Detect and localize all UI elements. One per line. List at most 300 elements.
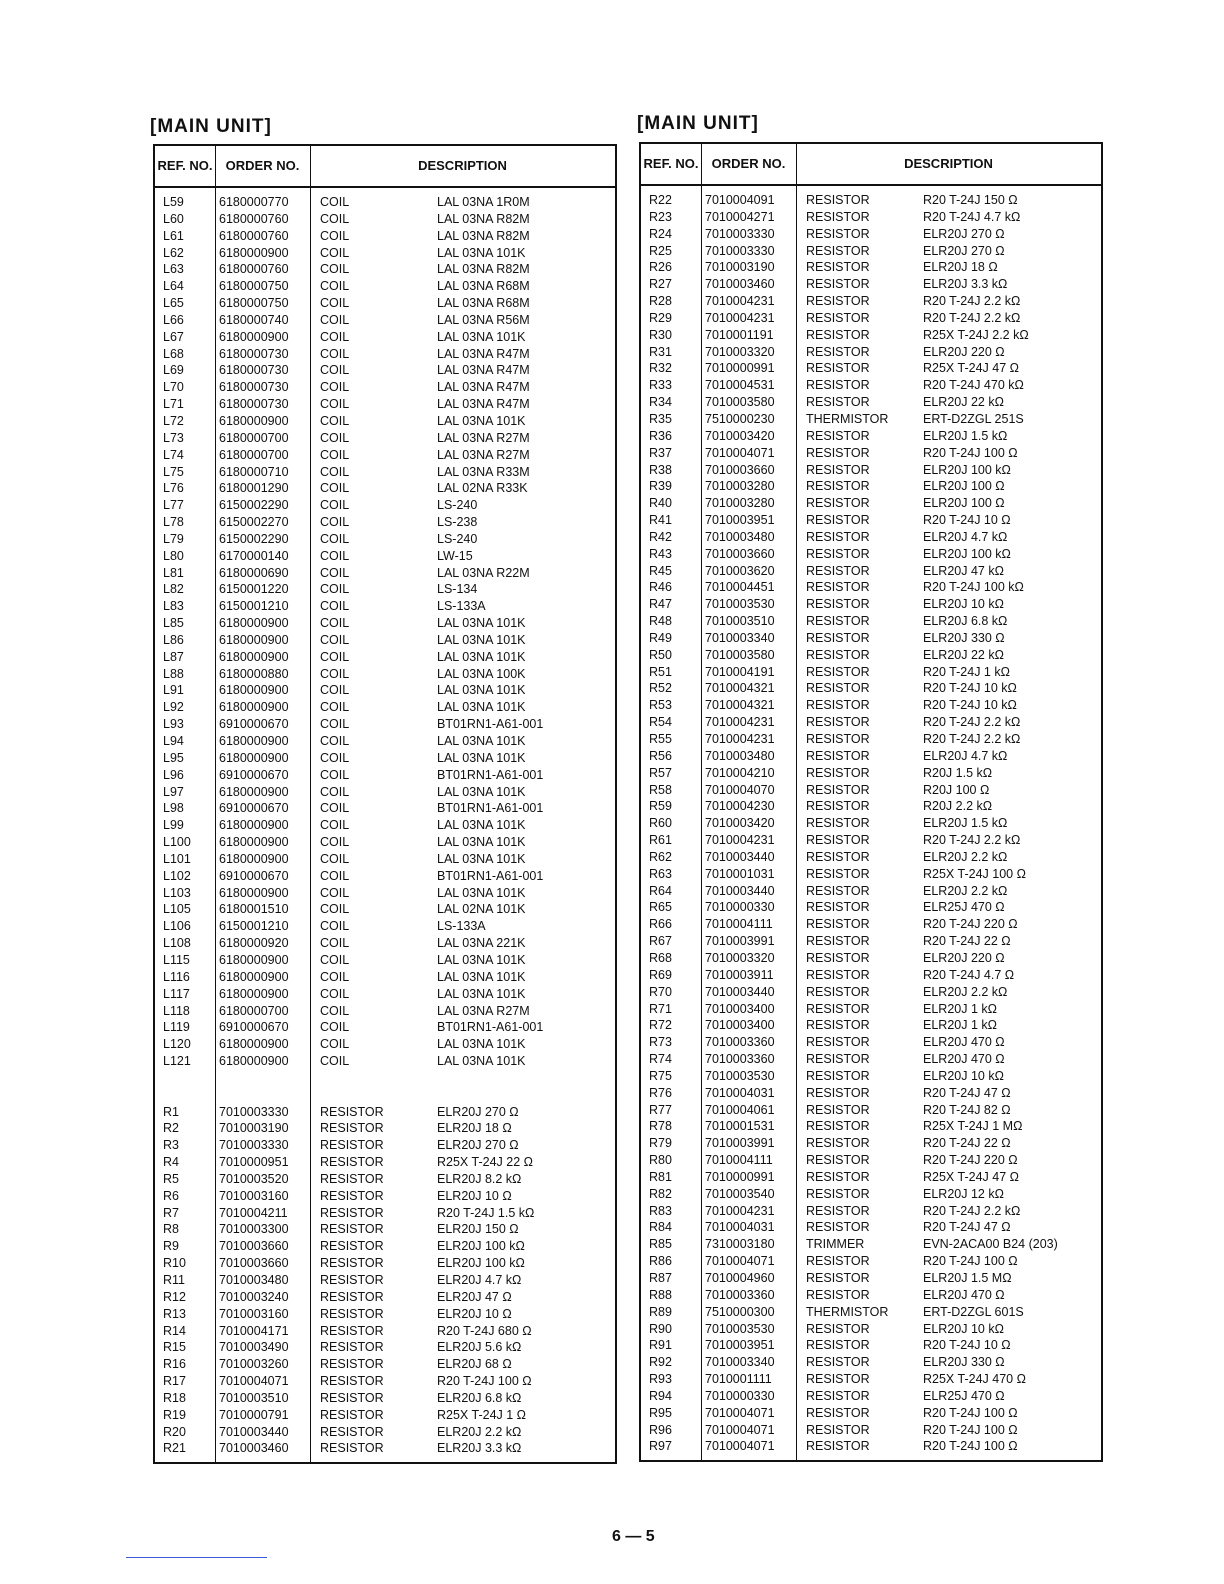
description-cell: R20 T-24J 4.7 Ω [923,967,1015,982]
part-type-cell: RESISTOR [806,1372,870,1387]
order-no-cell: 6180000700 [219,447,289,462]
table-row [641,394,1101,411]
ref-cell: R90 [649,1321,672,1336]
header-description: DESCRIPTION [418,158,507,173]
table-row [155,1154,615,1171]
ref-cell: L77 [163,498,184,513]
description-cell: LW-15 [437,548,473,563]
part-type-cell: RESISTOR [806,327,870,342]
description-cell: R25X T-24J 22 Ω [437,1155,533,1170]
ref-cell: R93 [649,1372,672,1387]
description-cell: LAL 03NA 101K [437,835,526,850]
ref-cell: R45 [649,563,672,578]
part-type-cell: RESISTOR [806,310,870,325]
order-no-cell: 7010004070 [705,782,775,797]
table-row [641,1304,1101,1321]
description-cell: ELR20J 220 Ω [923,950,1005,965]
ref-cell: R47 [649,597,672,612]
order-no-cell: 6180000710 [219,464,289,479]
table-row [155,666,615,683]
part-type-cell: RESISTOR [806,664,870,679]
ref-cell: L116 [163,969,190,984]
table-row [155,312,615,329]
description-cell: ELR20J 100 Ω [923,496,1005,511]
table-row [155,1104,615,1121]
ref-cell: R31 [649,344,672,359]
part-type-cell: COIL [320,801,350,816]
order-no-cell: 7010004321 [705,698,775,713]
order-no-cell: 7010003280 [705,479,775,494]
description-cell: ELR20J 10 kΩ [923,1321,1004,1336]
part-type-cell: RESISTOR [806,715,870,730]
table-row [155,851,615,868]
blank-row [155,1087,615,1104]
table-row [155,834,615,851]
table-row [155,194,615,211]
table-row [641,1034,1101,1051]
table-row [155,261,615,278]
ref-cell: L68 [163,346,184,361]
order-no-cell: 7010004271 [705,209,775,224]
order-no-cell: 6180000900 [219,885,289,900]
order-no-cell: 6150002290 [219,531,289,546]
ref-cell: R33 [649,378,672,393]
ref-cell: L65 [163,296,184,311]
part-type-cell: RESISTOR [806,765,870,780]
order-no-cell: 6180001290 [219,481,289,496]
description-cell: LAL 03NA R56M [437,312,530,327]
part-type-cell: RESISTOR [806,917,870,932]
order-no-cell: 6180000900 [219,1054,289,1069]
order-no-cell: 6180000760 [219,211,289,226]
description-cell: ELR20J 3.3 kΩ [437,1441,522,1456]
ref-cell: R21 [163,1441,186,1456]
order-no-cell: 6150001220 [219,582,289,597]
table-row [155,1238,615,1255]
header-ref-no: REF. NO. [643,156,699,171]
description-cell: R20J 2.2 kΩ [923,799,993,814]
ref-cell: L85 [163,616,184,631]
description-cell: ELR20J 1.5 kΩ [923,816,1008,831]
order-no-cell: 7010003280 [705,496,775,511]
order-no-cell: 7010004031 [705,1220,775,1235]
ref-cell: R57 [649,765,672,780]
ref-cell: L72 [163,413,184,428]
table-rows [641,192,1101,1455]
order-no-cell: 7010004321 [705,681,775,696]
description-cell: LAL 03NA 101K [437,986,526,1001]
table-row [155,396,615,413]
part-type-cell: COIL [320,531,350,546]
part-type-cell: COIL [320,717,350,732]
part-type-cell: RESISTOR [806,1287,870,1302]
description-cell: R25X T-24J 47 Ω [923,361,1019,376]
ref-cell: R54 [649,715,672,730]
order-no-cell: 7010003360 [705,1035,775,1050]
part-type-cell: RESISTOR [806,1136,870,1151]
ref-cell: R71 [649,1001,672,1016]
ref-cell: R5 [163,1171,179,1186]
order-no-cell: 6180000730 [219,363,289,378]
ref-cell: R29 [649,310,672,325]
ref-cell: L67 [163,329,184,344]
ref-cell: R92 [649,1355,672,1370]
description-cell: R20 T-24J 10 kΩ [923,698,1017,713]
description-cell: R20 T-24J 220 Ω [923,917,1018,932]
description-cell: LAL 03NA 101K [437,734,526,748]
order-no-cell: 7010001031 [705,866,775,881]
part-type-cell: COIL [320,952,350,967]
table-row [641,1135,1101,1152]
part-type-cell: COIL [320,515,350,530]
order-no-cell: 7010004211 [219,1205,288,1220]
order-no-cell: 6180000900 [219,649,289,664]
ref-cell: R78 [649,1119,672,1134]
part-type-cell: COIL [320,734,350,748]
ref-cell: R3 [163,1138,179,1153]
part-type-cell: RESISTOR [806,1001,870,1016]
table-row [155,615,615,632]
order-no-cell: 7010000991 [705,1169,775,1184]
ref-cell: R48 [649,614,672,629]
part-type-cell: RESISTOR [806,563,870,578]
order-no-cell: 7010003400 [705,1001,775,1016]
description-cell: R20 T-24J 2.2 kΩ [923,715,1021,730]
parts-table-right [639,142,1103,1462]
part-type-cell: RESISTOR [806,732,870,746]
table-row [155,1221,615,1238]
order-no-cell: 6150001210 [219,599,289,614]
order-no-cell: 7010004451 [705,580,775,595]
description-cell: LAL 03NA R82M [437,228,530,243]
ref-cell: R14 [163,1323,186,1338]
order-no-cell: 6180000730 [219,397,289,412]
table-row [155,346,615,363]
description-cell: ELR20J 8.2 kΩ [437,1171,522,1186]
table-row [155,969,615,986]
order-no-cell: 7010003340 [705,1355,775,1370]
ref-cell: R24 [649,226,672,241]
order-no-cell: 7010001191 [705,327,774,342]
description-cell: ERT-D2ZGL 601S [923,1304,1024,1319]
order-no-cell: 7010004231 [705,732,775,746]
part-type-cell: COIL [320,936,350,951]
table-header [641,144,1101,186]
part-type-cell: RESISTOR [806,782,870,797]
left-unit-title: [MAIN UNIT] [150,116,272,137]
description-cell: LAL 03NA 101K [437,649,526,664]
table-row [155,885,615,902]
description-cell: ELR20J 3.3 kΩ [923,277,1008,292]
part-type-cell: COIL [320,700,350,715]
ref-cell: L87 [163,649,184,664]
description-cell: LAL 03NA 101K [437,632,526,647]
ref-cell: R85 [649,1237,672,1252]
table-row [641,899,1101,916]
table-row [641,1236,1101,1253]
table-row [641,630,1101,647]
ref-cell: R58 [649,782,672,797]
order-no-cell: 6180000900 [219,851,289,866]
order-no-cell: 6180000730 [219,346,289,361]
description-cell: R20 T-24J 22 Ω [923,934,1011,949]
description-cell: LS-238 [437,515,478,530]
order-no-cell: 7010003360 [705,1052,775,1067]
order-no-cell: 7010003991 [705,1136,775,1151]
description-cell: ELR20J 150 Ω [437,1222,519,1237]
order-no-cell: 7010003330 [705,243,775,258]
table-row [641,327,1101,344]
description-cell: LAL 03NA 101K [437,818,526,833]
description-cell: ERT-D2ZGL 251S [923,411,1024,426]
ref-cell: L83 [163,599,184,614]
ref-cell: R36 [649,428,672,443]
part-type-cell: RESISTOR [806,984,870,999]
description-cell: ELR20J 470 Ω [923,1287,1005,1302]
part-type-cell: COIL [320,835,350,850]
description-cell: R20 T-24J 2.2 kΩ [923,833,1021,848]
part-type-cell: RESISTOR [806,395,870,410]
ref-cell: R18 [163,1390,186,1405]
ref-cell: R34 [649,395,672,410]
description-cell: ELR20J 330 Ω [923,630,1005,645]
description-cell: LAL 03NA R47M [437,397,530,412]
part-type-cell: COIL [320,902,350,917]
bottom-rule [126,1557,267,1558]
table-row [155,379,615,396]
order-no-cell: 7010004171 [219,1323,289,1338]
order-no-cell: 6170000140 [219,548,289,563]
order-no-cell: 7010003530 [705,597,775,612]
part-type-cell: RESISTOR [806,748,870,763]
description-cell: R20 T-24J 2.2 kΩ [923,310,1021,325]
part-type-cell: RESISTOR [320,1239,384,1254]
description-cell: ELR20J 2.2 kΩ [923,984,1008,999]
order-no-cell: 7010001531 [705,1119,775,1134]
part-type-cell: RESISTOR [320,1188,384,1203]
table-header [155,146,615,188]
part-type-cell: RESISTOR [806,630,870,645]
table-row [641,293,1101,310]
description-cell: ELR20J 4.7 kΩ [437,1273,522,1287]
part-type-cell: RESISTOR [806,1119,870,1134]
part-type-cell: RESISTOR [806,1321,870,1336]
table-row [155,413,615,430]
order-no-cell: 7010004071 [705,1422,775,1437]
description-cell: ELR20J 270 Ω [437,1138,519,1153]
part-type-cell: RESISTOR [806,597,870,612]
ref-cell: R17 [163,1374,186,1389]
ref-cell: R70 [649,984,672,999]
ref-cell: L117 [163,986,190,1001]
description-cell: ELR20J 10 kΩ [923,597,1004,612]
ref-cell: R9 [163,1239,179,1254]
part-type-cell: COIL [320,767,350,782]
order-no-cell: 7010004071 [219,1374,289,1389]
part-type-cell: COIL [320,380,350,395]
order-no-cell: 7010003580 [705,395,775,410]
order-no-cell: 6180001510 [219,902,289,917]
order-no-cell: 6180000690 [219,565,289,580]
order-no-cell: 6910000670 [219,717,289,732]
part-type-cell: RESISTOR [806,1153,870,1168]
part-type-cell: RESISTOR [806,816,870,831]
description-cell: ELR20J 270 Ω [437,1104,519,1119]
table-row [155,767,615,784]
table-row [155,1323,615,1340]
ref-cell: R86 [649,1254,672,1269]
description-cell: R20J 100 Ω [923,782,990,797]
description-cell: R20 T-24J 100 Ω [923,1439,1018,1454]
description-cell: LS-240 [437,498,478,513]
order-no-cell: 6180000750 [219,279,289,294]
ref-cell: R26 [649,260,672,275]
ref-cell: R41 [649,513,672,528]
part-type-cell: RESISTOR [806,1169,870,1184]
table-row [641,579,1101,596]
description-cell: R20 T-24J 680 Ω [437,1323,532,1338]
description-cell: ELR20J 18 Ω [437,1121,512,1136]
ref-cell: L108 [163,936,191,951]
part-type-cell: RESISTOR [806,294,870,309]
part-type-cell: COIL [320,750,350,765]
part-type-cell: RESISTOR [806,1085,870,1100]
ref-cell: R61 [649,833,672,848]
parts-table-left [153,144,617,1464]
part-type-cell: COIL [320,430,350,445]
table-row [155,935,615,952]
order-no-cell: 6180000900 [219,329,289,344]
table-row [155,278,615,295]
table-row [641,1017,1101,1034]
ref-cell: L78 [163,515,184,530]
description-cell: BT01RN1-A61-001 [437,1020,544,1035]
ref-cell: R81 [649,1169,672,1184]
part-type-cell: RESISTOR [806,900,870,915]
description-cell: BT01RN1-A61-001 [437,717,544,732]
order-no-cell: 6910000670 [219,767,289,782]
ref-cell: R42 [649,529,672,544]
part-type-cell: COIL [320,885,350,900]
ref-cell: L91 [163,683,184,698]
order-no-cell: 6180000900 [219,750,289,765]
description-cell: ELR25J 470 Ω [923,1388,1005,1403]
part-type-cell: RESISTOR [806,1203,870,1218]
part-type-cell: RESISTOR [320,1121,384,1136]
part-type-cell: RESISTOR [806,496,870,511]
description-cell: ELR20J 1.5 kΩ [923,428,1008,443]
table-row [641,546,1101,563]
order-no-cell: 6180000900 [219,835,289,850]
table-row [641,967,1101,984]
table-row [155,868,615,885]
description-cell: R20 T-24J 2.2 kΩ [923,732,1021,746]
description-cell: LAL 03NA R27M [437,447,530,462]
ref-cell: L64 [163,279,184,294]
ref-cell: R56 [649,748,672,763]
part-type-cell: RESISTOR [320,1222,384,1237]
table-row [155,1390,615,1407]
order-no-cell: 7010000330 [705,900,775,915]
description-cell: LAL 03NA 101K [437,784,526,799]
table-row [155,952,615,969]
part-type-cell: RESISTOR [320,1306,384,1321]
ref-cell: R82 [649,1186,672,1201]
table-row [155,1205,615,1222]
order-no-cell: 7010004231 [705,715,775,730]
ref-cell: L103 [163,885,191,900]
description-cell: LAL 03NA R68M [437,279,530,294]
part-type-cell: COIL [320,312,350,327]
description-cell: ELR20J 4.7 kΩ [923,529,1008,544]
table-row [641,529,1101,546]
order-no-cell: 7010003580 [705,647,775,662]
table-row [641,1354,1101,1371]
table-row [155,565,615,582]
ref-cell: R39 [649,479,672,494]
order-no-cell: 7010003520 [219,1171,289,1186]
order-no-cell: 7010003951 [705,513,775,528]
table-row [155,228,615,245]
order-no-cell: 6180000900 [219,413,289,428]
table-row [641,259,1101,276]
table-row [641,933,1101,950]
order-no-cell: 7010003440 [705,984,775,999]
ref-cell: L118 [163,1003,190,1018]
description-cell: LAL 03NA 1R0M [437,195,530,209]
order-no-cell: 7010003660 [219,1239,289,1254]
part-type-cell: COIL [320,262,350,277]
order-no-cell: 6180000750 [219,296,289,311]
table-row [641,445,1101,462]
ref-cell: R75 [649,1068,672,1083]
part-type-cell: RESISTOR [320,1390,384,1405]
order-no-cell: 6180000900 [219,700,289,715]
table-row [155,1440,615,1457]
ref-cell: R43 [649,546,672,561]
description-cell: ELR20J 18 Ω [923,260,998,275]
table-row [641,782,1101,799]
order-no-cell: 7010003620 [705,563,775,578]
description-cell: ELR20J 2.2 kΩ [923,883,1008,898]
ref-cell: L81 [163,565,184,580]
table-row [641,613,1101,630]
table-row [155,1036,615,1053]
part-type-cell: RESISTOR [806,580,870,595]
table-row [641,192,1101,209]
part-type-cell: RESISTOR [320,1441,384,1456]
part-type-cell: RESISTOR [806,513,870,528]
part-type-cell: RESISTOR [320,1205,384,1220]
description-cell: LAL 03NA R47M [437,380,530,395]
ref-cell: R95 [649,1405,672,1420]
ref-cell: L69 [163,363,184,378]
ref-cell: R35 [649,411,672,426]
table-row [155,464,615,481]
order-no-cell: 7010004071 [705,445,775,460]
ref-cell: R72 [649,1018,672,1033]
ref-cell: R1 [163,1104,179,1119]
order-no-cell: 7510000300 [705,1304,775,1319]
table-row [641,1118,1101,1135]
ref-cell: R2 [163,1121,179,1136]
order-no-cell: 6180000760 [219,262,289,277]
ref-cell: R27 [649,277,672,292]
order-no-cell: 7010003300 [219,1222,289,1237]
table-row [641,209,1101,226]
ref-cell: R8 [163,1222,179,1237]
part-type-cell: RESISTOR [806,226,870,241]
